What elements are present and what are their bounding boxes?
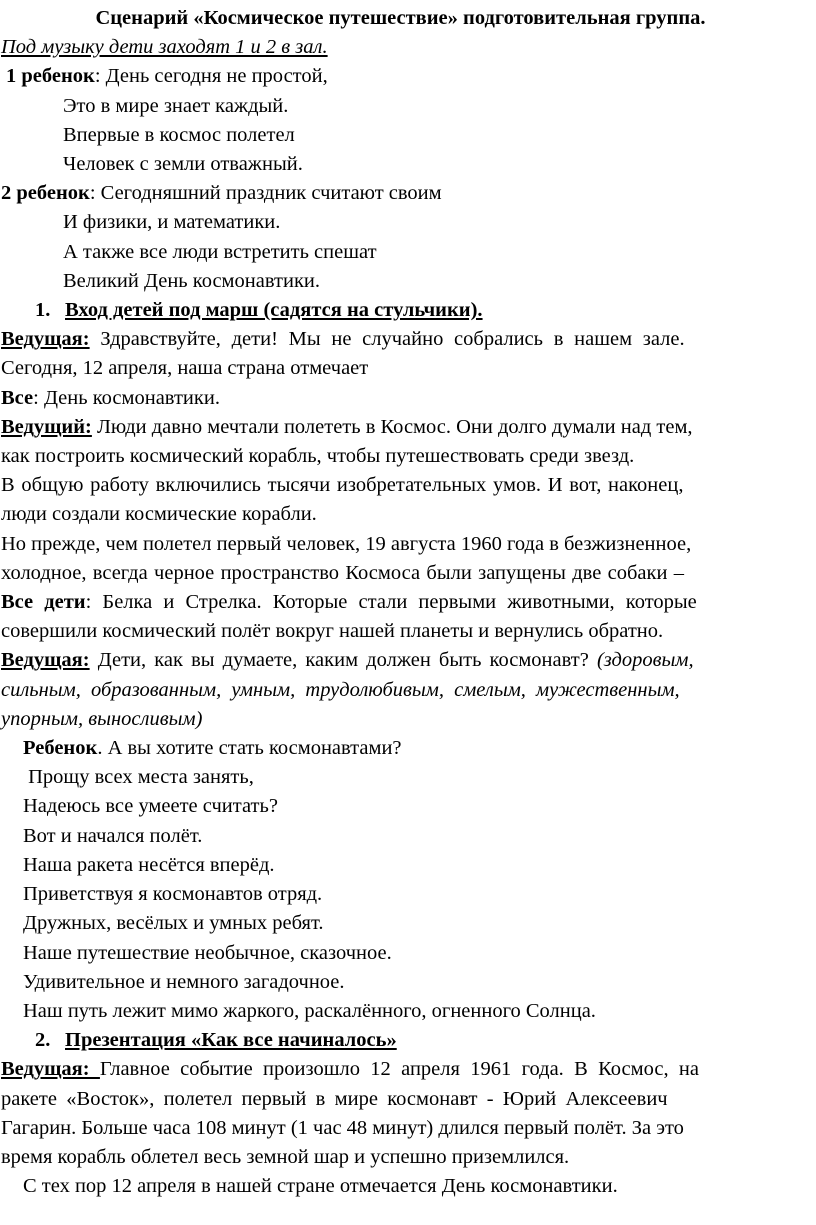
speaker-label: 2 ребенок [1, 182, 90, 205]
speaker-label: Ведущая: [1, 1058, 100, 1081]
verse-line: Это в мире знает каждый. [63, 94, 289, 117]
poem-line: Наше путешествие необычное, сказочное. [23, 941, 392, 964]
child3-line: Ребенок. А вы хотите стать космонавтами? [23, 737, 402, 760]
intro-line: Под музыку дети заходят 1 и 2 в зал. [1, 36, 328, 59]
paragraph-all: Все: День космонавтики. [1, 386, 220, 409]
verse-line: Человек с земли отважный. [63, 153, 303, 176]
paragraph-inventors: В общую работу включились тысячи изобретательных умов. И вот, наконец, люди создали космические корабли. [1, 474, 684, 526]
paragraph-all-children: Все дети: Белка и Стрелка. Которые стали первыми животными, которые совершили космический полёт вокруг нашей планеты и вернулись обратно. [1, 591, 697, 643]
child2-first-line: 2 ребенок: Сегодняшний праздник считают своим [1, 182, 442, 205]
paragraph-host-dream: Ведущий: Люди давно мечтали полететь в Космос. Они долго думали над тем, как построить космический корабль, чтобы путешествовать среди звезд. [1, 415, 693, 468]
section-heading-2: 2. Презентация «Как все начиналось» [35, 1029, 397, 1052]
poem-line: Наш путь лежит мимо жаркого, раскалённого, огненного Солнца. [23, 999, 596, 1022]
verse-line: А также все люди встретить спешат [63, 240, 377, 263]
poem-line: Приветствуя я космонавтов отряд. [23, 883, 323, 906]
speaker-label: Ребенок [23, 737, 98, 760]
poem-line: Прощу всех места занять, [23, 766, 254, 789]
child1-first-line: 1 ребенок: День сегодня не простой, [6, 65, 328, 88]
verse-line: Великий День космонавтики. [63, 269, 321, 292]
paragraph-dogs: Но прежде, чем полетел первый человек, 19 августа 1960 года в безжизненное, холодное, всегда черное пространство Космоса были запущены две собаки – [1, 532, 692, 584]
speaker-label: Ведущий: [1, 415, 92, 438]
poem-line: Наша ракета несётся вперёд. [23, 853, 275, 876]
speaker-label: Все дети [1, 591, 86, 614]
paragraph-host-question: Ведущая: Дети, как вы думаете, каким должен быть космонавт? (здоровым, сильным, образованным, умным, трудолюбивым, смелым, мужественным, упорным, выносливым) [1, 649, 694, 730]
paragraph-host-greeting: Ведущая: Здравствуйте, дети! Мы не случайно собрались в нашем зале. Сегодня, 12 апреля, наша страна отмечает [1, 328, 685, 380]
verse-line: И физики, и математики. [63, 211, 281, 234]
speaker-label: Ведущая: [1, 328, 90, 351]
poem-line: Удивительное и немного загадочное. [23, 970, 345, 993]
paragraph-celebration: С тех пор 12 апреля в нашей стране отмечается День космонавтики. [23, 1175, 618, 1198]
section-heading-1: 1. Вход детей под марш (садятся на стульчики). [35, 299, 483, 322]
speaker-label: Ведущая: [1, 649, 90, 672]
speaker-label: Все [1, 386, 34, 409]
poem-line: Надеюсь все умеете считать? [23, 795, 278, 818]
verse-line: Впервые в космос полетел [63, 123, 295, 146]
speaker-label: 1 ребенок [6, 65, 95, 88]
poem-line: Вот и начался полёт. [23, 824, 203, 847]
poem-line: Дружных, весёлых и умных ребят. [23, 912, 324, 935]
document-title: Сценарий «Космическое путешествие» подготовительная группа. [95, 7, 706, 29]
paragraph-main-event: Ведущая: Главное событие произошло 12 апреля 1961 года. В Космос, на ракете «Восток», полетел первый в мире космонавт - Юрий Алексеевич Гагарин. Больше часа 108 минут (1 час 48 минут) длился первый полёт. За это время корабль облетел весь земной шар и успешно приземлился. [1, 1058, 699, 1168]
